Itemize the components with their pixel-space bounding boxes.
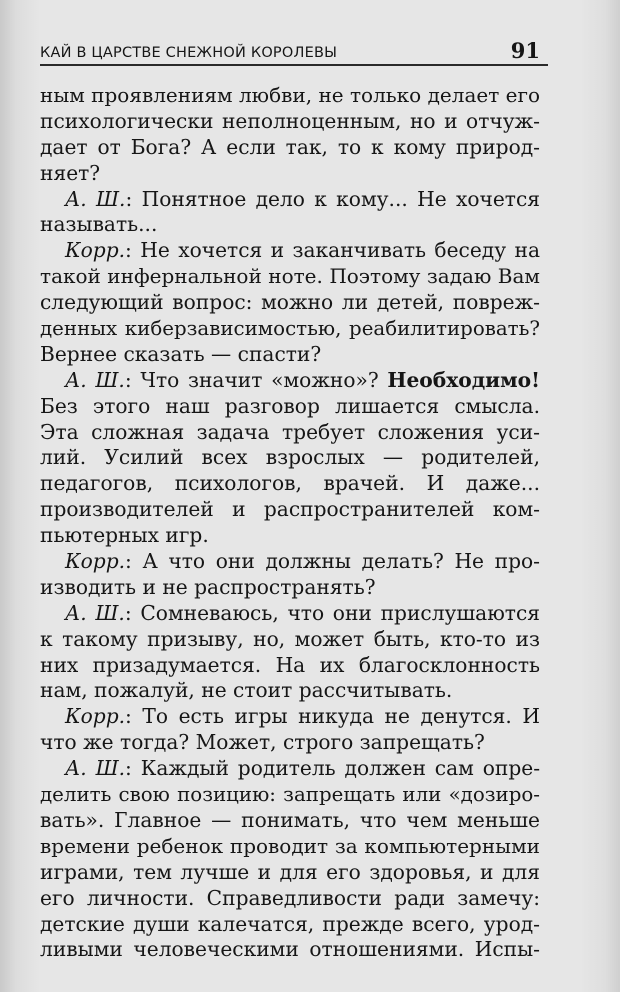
text-line: Без этого наш разговор лишается смысла. <box>40 393 540 418</box>
speaker-label: Корр. <box>65 704 126 729</box>
speaker-label: А. Ш. <box>65 756 126 781</box>
running-title: КАЙ В ЦАРСТВЕ СНЕЖНОЙ КОРОЛЕВЫ <box>40 45 338 61</box>
text-line: детские души калечатся, прежде всего, урод- <box>40 911 540 936</box>
body-text <box>40 83 540 963</box>
text-line: них призадумается. На их благосклонность <box>40 652 540 677</box>
emphasized-word: Необходимо! <box>387 367 541 392</box>
text-line: изводить и не распространять? <box>40 574 376 599</box>
text-line: лий. Усилий всех взрослых — родителей, <box>40 445 540 470</box>
text-line: делить свою позицию: запрещать или «дозиро- <box>40 783 540 807</box>
text-line: А. Ш.: Каждый родитель должен сам опре- <box>65 756 541 781</box>
text-line: няет? <box>40 160 101 185</box>
text-line: производителей и распространителей ком- <box>40 497 540 522</box>
text-line: дает от Бога? А если так, то к кому природ- <box>40 134 540 159</box>
text-line: играми, тем лучше и для его здоровья, и для <box>40 859 540 884</box>
running-header <box>40 32 548 66</box>
text-line: его личности. Справедливости ради замечу: <box>40 885 540 910</box>
text-line: А. Ш.: Сомневаюсь, что они прислушаются <box>65 600 540 625</box>
text-line: пьютерных игр. <box>40 523 209 548</box>
text-line: денных киберзависимостью, реабилитировать? <box>40 317 540 341</box>
text-line: педагогов, психологов, врачей. И даже... <box>40 471 540 496</box>
text-line: такой инфернальной ноте. Поэтому задаю Вам <box>40 264 540 289</box>
speaker-label: Корр. <box>65 549 126 574</box>
text-line: Корр.: А что они должны делать? Не про- <box>65 549 540 574</box>
text-line: А. Ш.: Что значит «можно»? Необходимо! <box>65 367 541 392</box>
speaker-label: А. Ш. <box>65 186 126 211</box>
text-line: Вернее сказать — спасти? <box>40 341 322 366</box>
speaker-label: А. Ш. <box>65 600 125 625</box>
speaker-label: Корр. <box>65 238 126 263</box>
text-line: что же тогда? Может, строго запрещать? <box>40 730 485 755</box>
text-line: называть... <box>40 212 158 237</box>
text-line: нам, пожалуй, не стоит рассчитывать. <box>40 678 453 703</box>
text-line: ливыми человеческими отношениями. Испы- <box>40 937 540 962</box>
text-line: Корр.: То есть игры никуда не денутся. И <box>65 704 540 729</box>
speaker-label: А. Ш. <box>65 367 125 392</box>
text-line: Корр.: Не хочется и заканчивать беседу на <box>65 238 540 263</box>
text-line: ным проявлениям любви, не только делает его <box>40 83 540 107</box>
text-line: А. Ш.: Понятное дело к кому... Не хочется <box>65 186 541 211</box>
text-line: следующий вопрос: можно ли детей, повреж- <box>40 290 540 315</box>
text-line: психологически неполноценным, но и отчуж- <box>40 108 540 133</box>
text-line: времени ребенок проводит за компьютерными <box>40 833 540 858</box>
text-line: к такому призыву, но, может быть, кто-то из <box>40 626 540 651</box>
text-line: вать». Главное — понимать, что чем меньше <box>40 807 540 832</box>
page-number: 91 <box>510 38 540 63</box>
text-line: Эта сложная задача требует сложения уси- <box>40 419 540 444</box>
